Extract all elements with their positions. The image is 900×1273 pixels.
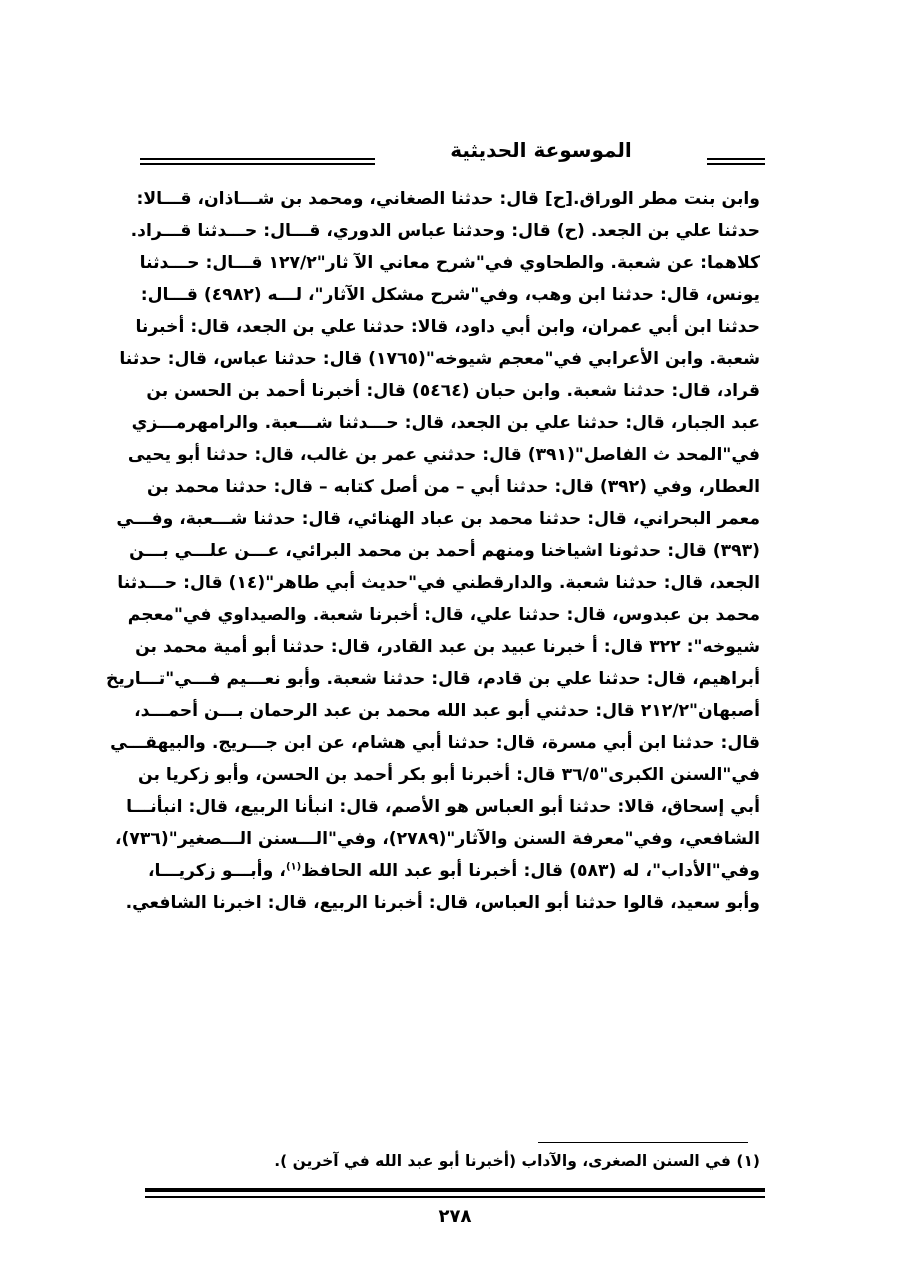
page-header [140, 136, 765, 176]
text-line: معمر البحراني، قال: حدثنا محمد بن عباد الهنائي، قال: حدثنا شـــعبة، وفـــي [116, 509, 760, 529]
text-line: حدثنا علي بن الجعد. (ح) قال: وحدثنا عباس الدوري، قـــال: حـــدثنا قـــراد. [130, 221, 760, 241]
footnote: (١) في السنن الصغرى، والآداب (أخبرنا أبو عبد الله في آخرين ). [274, 1152, 760, 1170]
footnote-marker[interactable]: (١) [285, 861, 302, 873]
text-line-tail: ، وأبـــو زكريـــا، [148, 861, 286, 881]
body-text [105, 183, 760, 919]
text-line: قال: حدثنا ابن أبي مسرة، قال: حدثنا أبي هشام، عن ابن جـــريج. والبيهقـــي [110, 733, 760, 753]
page-number: ٢٧٨ [438, 1206, 472, 1227]
text-line: الجعد، قال: حدثنا شعبة. والدارقطني في"حديث أبي طاهر"(١٤) قال: حـــدثنا [117, 573, 760, 593]
text-line: كلاهما: عن شعبة. والطحاوي في"شرح معاني الآ ثار"١٢٧/٢ قـــال: حـــدثنا [139, 253, 760, 273]
text-line: قراد، قال: حدثنا شعبة. وابن حبان (٥٤٦٤) قال: أخبرنا أحمد بن الحسن بن [146, 381, 760, 401]
text-line: حدثنا ابن أبي عمران، وابن أبي داود، قالا: حدثنا علي بن الجعد، قال: أخبرنا [135, 317, 760, 337]
text-line: شيوخه": ٣٢٢ قال: أ خبرنا عبيد بن عبد القادر، قال: حدثنا أبو أمية محمد بن [135, 637, 760, 657]
text-line: عبد الجبار، قال: حدثنا علي بن الجعد، قال: حـــدثنا شـــعبة. والرامهرمـــزي [131, 413, 760, 433]
running-title: الموسوعة الحديثية [450, 138, 632, 162]
text-line: أبي إسحاق، قالا: حدثنا أبو العباس هو الأصم، قال: انبأنا الربيع، قال: انبأنـــا [126, 797, 760, 817]
text-line: في"المحد ث الفاصل"(٣٩١) قال: حدثني عمر بن غالب، قال: حدثنا أبو يحيى [127, 445, 760, 465]
text-line: أبراهيم، قال: حدثنا علي بن قادم، قال: حدثنا شعبة. وأبو نعـــيم فـــي"تـــاريخ [105, 669, 760, 689]
text-line: وابن بنت مطر الوراق.[ح] قال: حدثنا الصغاني، ومحمد بن شـــاذان، قـــالا: [136, 189, 760, 209]
text-line: شعبة. وابن الأعرابي في"معجم شيوخه"(١٧٦٥) قال: حدثنا عباس، قال: حدثنا [119, 349, 760, 369]
text-line: وأبو سعيد، قالوا حدثنا أبو العباس، قال: أخبرنا الربيع، قال: اخبرنا الشافعي. [125, 893, 760, 913]
header-rule-left [140, 158, 375, 165]
text-line: يونس، قال: حدثنا ابن وهب، وفي"شرح مشكل الآثار"، لـــه (٤٩٨٢) قـــال: [140, 285, 760, 305]
text-line: في"السنن الكبرى"٣٦/٥ قال: أخبرنا أبو بكر أحمد بن الحسن، وأبو زكريا بن [138, 765, 760, 785]
text-line-with-footnote [148, 855, 760, 887]
text-line-head: وفي"الأداب"، له (٥٨٣) قال: أخبرنا أبو عبد الله الحافظ [301, 861, 760, 881]
text-line: الشافعي، وفي"معرفة السنن والآثار"(٢٧٨٩)، وفي"الـــسنن الـــصغير"(٧٣٦)، [115, 829, 760, 849]
text-line: (٣٩٣) قال: حدثونا اشياخنا ومنهم أحمد بن محمد البرائي، عـــن علـــي بـــن [129, 541, 760, 561]
header-rule-right [707, 158, 765, 165]
text-line: العطار، وفي (٣٩٢) قال: حدثنا أبي – من أصل كتابه – قال: حدثنا محمد بن [146, 477, 760, 497]
text-line: محمد بن عبدوس، قال: حدثنا علي، قال: أخبرنا شعبة. والصيداوي في"معجم [127, 605, 760, 625]
text-line: أصبهان"٢١٢/٢ قال: حدثني أبو عبد الله محمد بن عبد الرحمان بـــن أحمـــد، [134, 701, 760, 721]
bottom-rule [145, 1188, 765, 1198]
footnote-separator [538, 1142, 748, 1143]
